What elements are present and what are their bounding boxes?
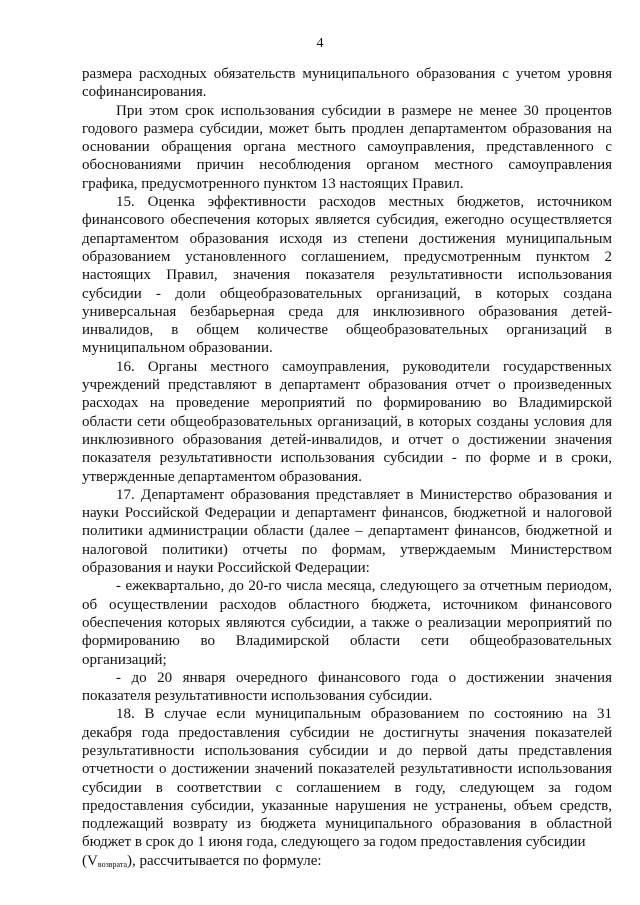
page-number: 4 (316, 36, 324, 51)
formula-symbol: V (87, 852, 98, 869)
paragraph-17: 17. Департамент образования представляет в Министерство образования и науки Российской Федерации и департамент финансов, бюджетной и налоговой политики администрации области (далее – департамент финансов, бюджетной и налоговой политики) отчеты по формам, утверждаемым Министерством образования и науки Российской Федерации: (82, 486, 612, 577)
paragraph-18: 18. В случае если муниципальным образованием по состоянию на 31 декабря года предоставления субсидии не достигнуты значения показателей результативности использования субсидии и до первой даты представления отчетности о достижении значений показателей результативности использования субсидии в соответствии с соглашением в году, следующем за годом предоставления субсидии, указанные нарушения не устранены, объем средств, подлежащий возврату из бюджета муниципального образования в областной бюджет в срок до 1 июня года, следующего за годом предоставления субсидии (82, 706, 612, 851)
formula-open-paren: ( (82, 852, 87, 869)
paragraph-extension-term: При этом срок использования субсидии в размере не менее 30 процентов годового размера субсидии, может быть продлен департаментом образования на основании обращения органа местного самоуправления, представленного с обоснованиями причин несоблюдения органом местного самоуправления графика, предусмотренного пунктом 13 настоящих Правил. (82, 102, 612, 192)
paragraph-17-item-annual: - до 20 января очередного финансового года о достижении значения показателя результативности использования субсидии. (82, 669, 612, 705)
document-body (82, 65, 612, 874)
formula-subscript: возврата (97, 859, 127, 869)
formula-intro-text: ), рассчитывается по формуле: (127, 852, 322, 869)
paragraph-15: 15. Оценка эффективности расходов местных бюджетов, источником финансового обеспечения которых является субсидия, ежегодно осуществляется департаментом образования исходя из степени достижения муниципальным образованием установленного соглашением, предусмотренным пунктом 2 настоящих Правил, значения показателя результативности использования субсидии - доли общеобразовательных организаций, в которых создана универсальная безбарьерная среда для инклюзивного образования детей-инвалидов, в общем количестве общеобразовательных организаций в муниципальном образовании. (82, 194, 612, 357)
paragraph-16: 16. Органы местного самоуправления, руководители государственных учреждений представляют в департамент образования отчет о произведенных расходах на проведение мероприятий по формированию во Владимирской области сети общеобразовательных организаций, в которых созданы условия для инклюзивного образования детей-инвалидов, и отчет о достижении значения показателя результативности использования субсидии - по форме и в сроки, утвержденные департаментом образования. (82, 358, 612, 485)
formula-intro (82, 852, 612, 874)
paragraph-17-item-quarterly: - ежеквартально, до 20-го числа месяца, следующего за отчетным периодом, об осуществлении расходов областного бюджета, источником финансового обеспечения которых являются субсидии, а также о реализации мероприятий по формированию во Владимирской области сети общеобразовательных организаций; (82, 578, 612, 668)
paragraph-continuation: размера расходных обязательств муниципального образования с учетом уровня софинансирования. (82, 66, 612, 101)
